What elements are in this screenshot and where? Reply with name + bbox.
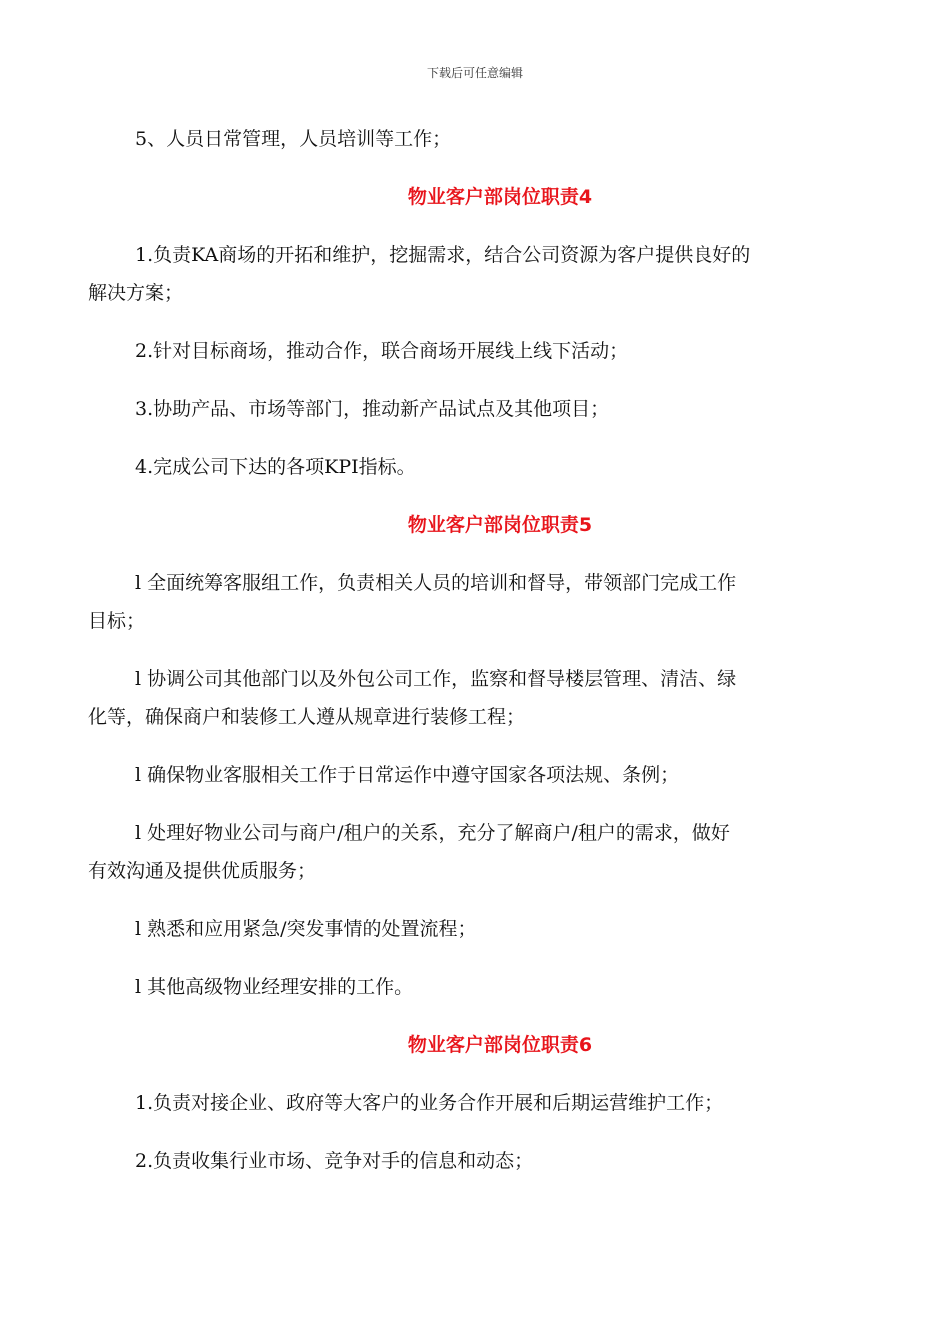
duty-line-continuation: 化等，确保商户和装修工人遵从规章进行装修工程； xyxy=(88,706,526,728)
duty-line-continuation: 解决方案； xyxy=(88,282,184,304)
duty-line: l 协调公司其他部门以及外包公司工作，监察和督导楼层管理、清洁、绿 xyxy=(135,668,737,690)
duty-line: l 全面统筹客服组工作，负责相关人员的培训和督导，带领部门完成工作 xyxy=(135,572,737,594)
duty-line-continuation: 目标； xyxy=(88,610,146,632)
duty-line: 3.协助产品、市场等部门，推动新产品试点及其他项目； xyxy=(135,398,610,420)
duty-line: 4.完成公司下达的各项KPI指标。 xyxy=(135,456,416,478)
duty-line: l 确保物业客服相关工作于日常运作中遵守国家各项法规、条例； xyxy=(135,764,680,786)
duty-line: l 其他高级物业经理安排的工作。 xyxy=(135,976,414,998)
duty-line: l 处理好物业公司与商户/租户的关系，充分了解商户/租户的需求，做好 xyxy=(135,822,730,844)
duty-line: 2.负责收集行业市场、竞争对手的信息和动态； xyxy=(135,1150,534,1172)
duty-line: 5、人员日常管理，人员培训等工作； xyxy=(135,128,452,150)
page-header-note: 下载后可任意编辑 xyxy=(426,66,523,80)
duty-line-continuation: 有效沟通及提供优质服务； xyxy=(88,860,317,882)
duty-line: 1.负责KA商场的开拓和维护，挖掘需求，结合公司资源为客户提供良好的 xyxy=(135,244,751,266)
duty-line: l 熟悉和应用紧急/突发事情的处置流程； xyxy=(135,918,477,940)
section-heading-4: 物业客户部岗位职责4 xyxy=(407,186,593,208)
duty-line: 2.针对目标商场，推动合作，联合商场开展线上线下活动； xyxy=(135,340,629,362)
section-heading-6: 物业客户部岗位职责6 xyxy=(407,1034,593,1056)
section-heading-5: 物业客户部岗位职责5 xyxy=(407,514,593,536)
duty-line: 1.负责对接企业、政府等大客户的业务合作开展和后期运营维护工作； xyxy=(135,1092,724,1114)
